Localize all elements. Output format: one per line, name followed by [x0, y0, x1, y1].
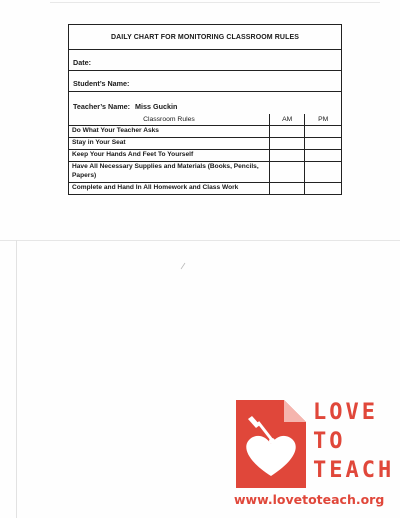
pen-mark: [180, 262, 186, 270]
rule-text: Complete and Hand In All Homework and Class Work: [69, 183, 269, 195]
pm-check-cell: [305, 126, 341, 138]
rules-table: [69, 114, 341, 194]
date-field: [69, 50, 341, 71]
pm-check-cell: [305, 162, 341, 183]
table-row: [69, 126, 341, 138]
teacher-name-value: Miss Guckin: [135, 102, 178, 111]
am-check-cell: [269, 183, 305, 195]
paper-left-edge: [16, 240, 17, 518]
rule-text: Have All Necessary Supplies and Materials (Books, Pencils, Papers): [69, 162, 269, 183]
page-edge-top: [50, 2, 380, 3]
pm-check-cell: [305, 138, 341, 150]
am-check-cell: [269, 126, 305, 138]
table-row: [69, 138, 341, 150]
rule-text: Stay in Your Seat: [69, 138, 269, 150]
monitoring-chart-card: [68, 24, 342, 195]
am-check-cell: [269, 162, 305, 183]
pm-check-cell: [305, 150, 341, 162]
chart-title: DAILY CHART FOR MONITORING CLASSROOM RULES: [69, 25, 341, 50]
document-heart-icon: [232, 398, 310, 490]
student-name-field: [69, 71, 341, 92]
rule-text: Keep Your Hands And Feet To Yourself: [69, 150, 269, 162]
teacher-name-label: Teacher’s Name:: [73, 102, 130, 111]
logo-word-teach: TEACH: [313, 458, 395, 483]
rules-column-header: Classroom Rules: [69, 114, 269, 126]
table-row: [69, 162, 341, 183]
pm-check-cell: [305, 183, 341, 195]
paper-fold-line: [0, 240, 400, 241]
teacher-name-field: [69, 92, 341, 114]
table-row: [69, 150, 341, 162]
rule-text: Do What Your Teacher Asks: [69, 126, 269, 138]
pm-column-header: PM: [305, 114, 341, 126]
logo-word-love: LOVE: [313, 400, 378, 425]
rules-header-row: [69, 114, 341, 126]
student-name-label: Student’s Name:: [73, 79, 130, 88]
logo-word-to: TO: [313, 429, 346, 454]
love-to-teach-logo[interactable]: [232, 398, 395, 513]
am-check-cell: [269, 138, 305, 150]
am-column-header: AM: [269, 114, 305, 126]
am-check-cell: [269, 150, 305, 162]
logo-url-link[interactable]: www.lovetoteach.org: [234, 492, 385, 507]
table-row: [69, 183, 341, 195]
date-label: Date:: [73, 58, 91, 67]
